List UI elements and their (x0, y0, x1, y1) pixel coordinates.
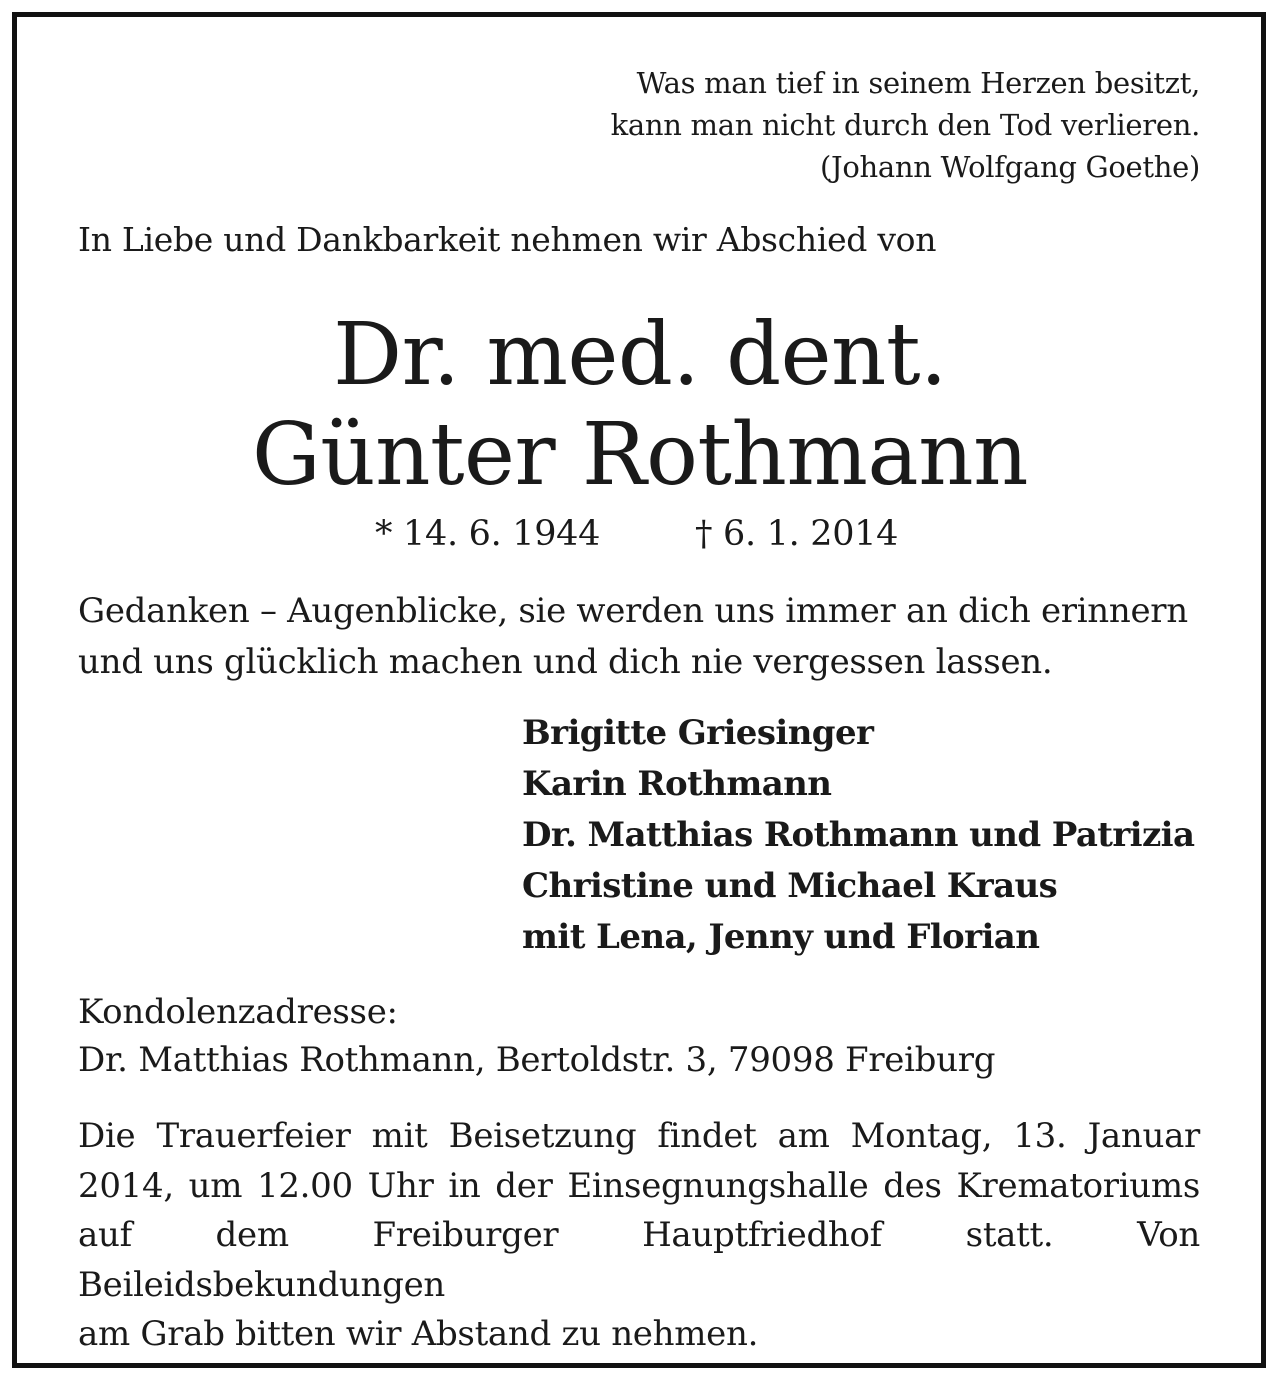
mourner-name: mit Lena, Jenny und Florian (522, 917, 1040, 957)
ceremony-line: am Grab bitten wir Abstand zu nehmen. (78, 1314, 759, 1354)
mourner-name: Brigitte Griesinger (522, 713, 874, 753)
quote-attribution: (Johann Wolfgang Goethe) (820, 150, 1200, 184)
ceremony-line: Die Trauerfeier mit Beisetzung findet am Montag, 13. Januar (78, 1116, 1200, 1156)
goethe-quote (0, 62, 1200, 188)
intro-text: In Liebe und Dankbarkeit nehmen wir Abschied von (78, 220, 937, 259)
ceremony-line: auf dem Freiburger Hauptfriedhof statt. Von Beileidsbekundungen (78, 1215, 1200, 1305)
ceremony-line: 2014, um 12.00 Uhr in der Einsegnungshalle des Krematoriums (78, 1165, 1200, 1206)
condolence-address: Dr. Matthias Rothmann, Bertoldstr. 3, 79098 Freiburg (78, 1040, 996, 1080)
deceased-name: Günter Rothmann (252, 405, 1028, 505)
poem-line-1: Gedanken – Augenblicke, sie werden uns immer an dich erinnern (78, 591, 1188, 631)
birth-date: * 14. 6. 1944 (375, 514, 601, 554)
condolence-label: Kondolenzadresse: (78, 992, 398, 1032)
mourner-name: Christine und Michael Kraus (522, 866, 1058, 906)
mourner-name: Karin Rothmann (522, 764, 832, 804)
poem-line-2: und uns glücklich machen und dich nie vergessen lassen. (78, 642, 1053, 682)
quote-line-2: kann man nicht durch den Tod verlieren. (610, 108, 1200, 142)
death-date: † 6. 1. 2014 (695, 514, 899, 554)
mourner-name: Dr. Matthias Rothmann und Patrizia (522, 815, 1195, 855)
ceremony-paragraph (78, 1112, 1200, 1360)
deceased-title: Dr. med. dent. (333, 305, 947, 405)
quote-line-1: Was man tief in seinem Herzen besitzt, (636, 66, 1200, 100)
